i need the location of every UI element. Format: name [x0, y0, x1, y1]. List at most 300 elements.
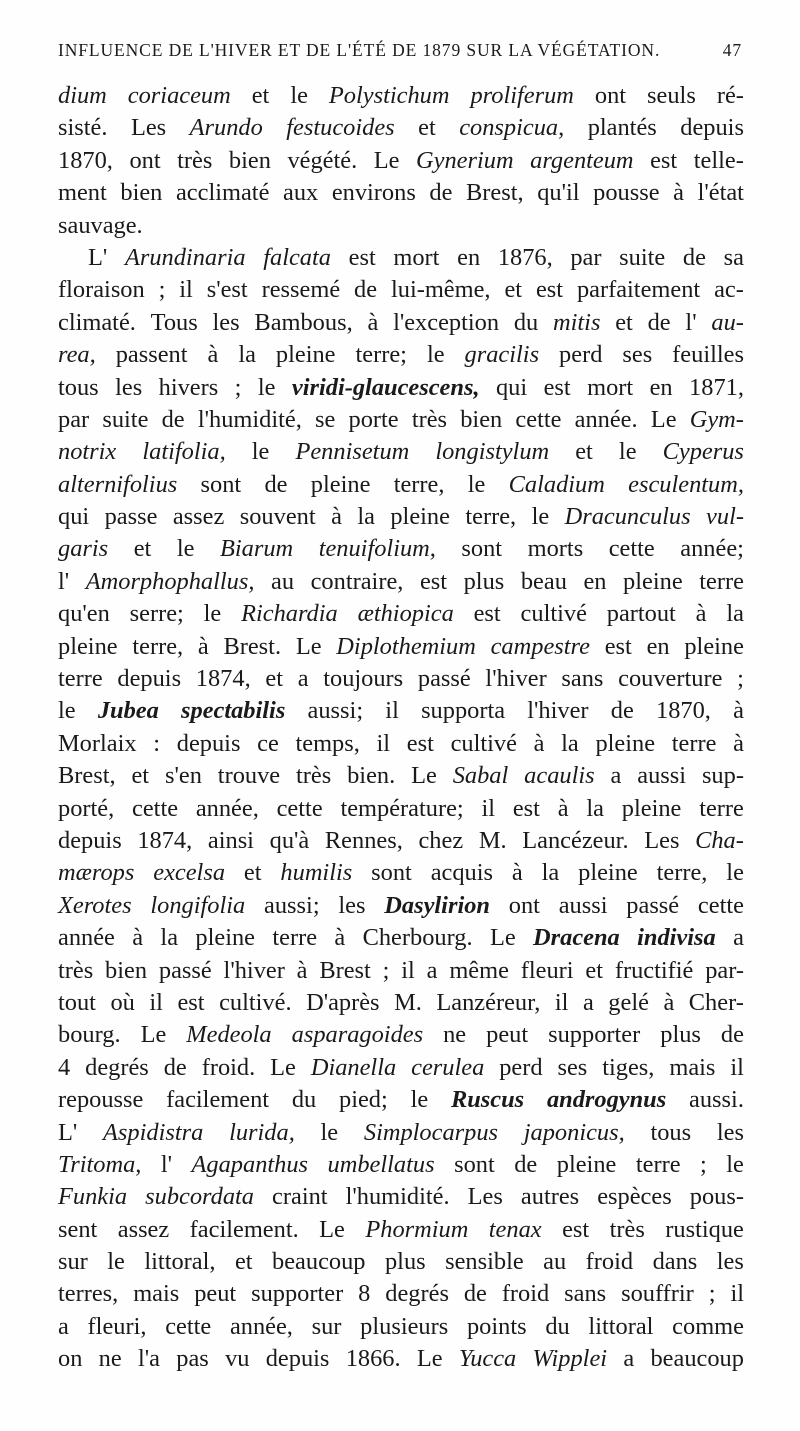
word: l': [685, 308, 697, 336]
italic-word: Polystichum: [328, 82, 450, 109]
word: a: [623, 1345, 635, 1373]
word: depuis: [265, 1345, 330, 1373]
word: est: [535, 276, 564, 304]
word: de: [682, 243, 706, 271]
word: aussi.: [689, 1086, 744, 1114]
text-line: [58, 274, 744, 306]
word: Le: [295, 632, 322, 660]
word: passé: [158, 956, 212, 984]
word: très: [58, 956, 94, 984]
word: ses: [557, 1053, 588, 1081]
word: le: [726, 1150, 744, 1178]
italic-word: coriaceum: [127, 82, 231, 109]
italic-word: Wipplei: [532, 1345, 608, 1373]
word: acclimaté: [175, 179, 270, 207]
word: seuls: [647, 82, 696, 109]
word: sont: [371, 859, 412, 887]
word: bien: [105, 956, 148, 984]
word: à: [733, 729, 744, 757]
word: tiges,: [602, 1053, 655, 1081]
italic-word: dium: [58, 82, 107, 109]
word: terre,: [656, 859, 708, 887]
word: mort: [587, 373, 634, 401]
word: par: [570, 243, 602, 271]
italic-word: garis: [58, 535, 109, 563]
word: on: [58, 1345, 83, 1373]
word: mort: [393, 243, 440, 271]
italic-word: Pennisetum: [295, 438, 410, 466]
word: ses: [622, 341, 653, 369]
word: sent: [58, 1215, 98, 1243]
word: depuis: [680, 114, 744, 142]
word: l'hiver: [223, 956, 285, 984]
word: cultivé.: [219, 988, 292, 1016]
word: Le: [319, 1215, 345, 1243]
word: temps,: [295, 729, 360, 757]
text-line: [58, 760, 744, 792]
word: même: [449, 956, 509, 984]
text-line: [58, 793, 744, 825]
word: il: [401, 956, 415, 984]
word: les: [338, 891, 366, 919]
word: ;: [234, 373, 242, 401]
word: qui: [495, 373, 528, 401]
word: à: [207, 341, 219, 369]
word: fleuri,: [87, 1312, 147, 1340]
word: supporter: [251, 1280, 344, 1308]
word: 4: [58, 1053, 71, 1081]
word: le: [176, 535, 195, 563]
word: pleine: [275, 341, 336, 369]
italic-word: Medeola: [186, 1021, 272, 1049]
word: lui-même,: [390, 276, 491, 304]
word: ;: [700, 1150, 707, 1178]
word: partout: [606, 600, 676, 628]
word: pous-: [689, 1183, 744, 1211]
word: à: [197, 632, 209, 660]
italic-word: Richardia: [241, 600, 338, 628]
word: telle-: [693, 146, 744, 174]
word: bien: [228, 146, 271, 174]
word: Lancézeur.: [522, 826, 629, 854]
italic-word: Caladium: [508, 470, 605, 498]
word: de: [514, 1150, 538, 1178]
word: facilement: [166, 1086, 270, 1114]
word: ainsi: [207, 826, 254, 854]
text-line: [58, 631, 744, 663]
word: l': [58, 567, 70, 595]
word: M.: [478, 826, 507, 854]
word: l'a: [137, 1345, 160, 1373]
word: du: [513, 308, 539, 336]
word: pas: [176, 1345, 209, 1373]
word: Brest: [319, 956, 371, 984]
word: assez: [172, 503, 225, 531]
word: terre: [699, 567, 744, 595]
word: la: [726, 600, 744, 628]
word: la: [586, 794, 604, 822]
running-title: INFLUENCE DE L'HIVER ET DE L'ÉTÉ DE 1879 SUR LA VÉGÉTATION.: [58, 40, 661, 60]
word: passe: [104, 503, 158, 531]
word: beau: [520, 567, 567, 595]
text-line: [58, 1019, 744, 1051]
word: il: [149, 988, 163, 1016]
italic-word: cerulea: [411, 1053, 485, 1081]
word: en: [457, 243, 481, 271]
word: degrés: [85, 1053, 149, 1081]
word: de: [354, 276, 378, 304]
text-line: [58, 825, 744, 857]
word: sont: [461, 535, 503, 563]
italic-word: Sabal: [452, 762, 509, 790]
italic-word: Biarum: [219, 535, 294, 563]
word: à: [557, 794, 569, 822]
italic-word: Dracena: [533, 924, 620, 952]
text-line: [58, 533, 744, 565]
word: repousse: [58, 1086, 144, 1114]
word: ne: [98, 1345, 122, 1373]
word: souffrir: [621, 1280, 694, 1308]
word: à: [132, 924, 144, 952]
italic-word: conspicua,: [459, 114, 565, 142]
italic-word: humilis: [280, 859, 353, 887]
word: à: [296, 956, 308, 984]
text-line: [58, 663, 744, 695]
word: pleine: [578, 859, 638, 887]
word: et: [575, 438, 593, 466]
text-line: [58, 80, 744, 112]
word: il: [179, 276, 193, 304]
text-line: [58, 307, 744, 339]
word: où: [110, 988, 135, 1016]
text-line: [58, 1181, 744, 1213]
word: supporter: [548, 1021, 641, 1049]
word: sur: [58, 1248, 88, 1276]
italic-word: Aspidistra: [103, 1118, 204, 1146]
italic-word: asparagoides: [291, 1021, 424, 1049]
word: aux: [283, 179, 319, 207]
word: de: [463, 1280, 487, 1308]
text-line: [58, 1343, 744, 1375]
word: à: [733, 697, 744, 725]
word: 1870,: [58, 146, 113, 174]
word: du: [291, 1086, 317, 1114]
word: il: [385, 697, 399, 725]
word: peut: [486, 1021, 529, 1049]
word: vu: [225, 1345, 250, 1373]
word: ont: [594, 82, 627, 109]
word: de: [163, 1053, 187, 1081]
word: à: [673, 179, 684, 207]
word: la: [238, 341, 256, 369]
word: plusieurs: [360, 1312, 449, 1340]
italic-word: au-: [711, 308, 744, 336]
word: le: [107, 1248, 125, 1276]
word: pousse: [593, 179, 660, 207]
running-head: [58, 40, 742, 68]
word: depuis: [58, 826, 122, 854]
word: trouve: [217, 762, 281, 790]
word: sensible: [445, 1248, 524, 1276]
word: au: [271, 567, 295, 595]
word: terre;: [355, 341, 407, 369]
text-line: [58, 1214, 744, 1246]
word: Les: [467, 1183, 503, 1211]
italic-word: tenuifolium,: [318, 535, 436, 563]
word: L': [88, 243, 108, 271]
italic-word: alternifolius: [58, 470, 178, 498]
text-line: [58, 1052, 744, 1084]
word: sisté.: [58, 114, 108, 142]
word: craint: [272, 1183, 328, 1211]
word: serre;: [129, 600, 184, 628]
word: terre,: [132, 632, 184, 660]
word: terre: [671, 729, 717, 757]
italic-word: Dracunculus: [564, 503, 691, 531]
italic-word: gracilis: [464, 341, 540, 369]
word: est: [406, 729, 434, 757]
word: en: [649, 373, 673, 401]
word: Le: [140, 1021, 167, 1049]
word: à: [533, 729, 545, 757]
word: l'exception: [393, 308, 500, 336]
italic-word: Xerotes: [58, 891, 132, 919]
word: et: [131, 762, 150, 790]
word: froid: [585, 1248, 634, 1276]
italic-word: Gynerium: [416, 146, 514, 174]
text-line: [58, 987, 744, 1019]
word: s'est: [206, 276, 248, 304]
word: 1870,: [656, 697, 711, 725]
word: l'état: [697, 179, 744, 207]
word: les: [716, 1118, 744, 1146]
word: année;: [680, 535, 744, 563]
word: et: [418, 114, 436, 142]
word: année,: [229, 1312, 293, 1340]
word: par: [58, 405, 90, 433]
word: chez: [418, 826, 464, 854]
word: s'en: [164, 762, 202, 790]
word: et: [234, 1248, 253, 1276]
word: comme: [672, 1312, 744, 1340]
italic-word: excelsa: [153, 859, 226, 887]
word: tout: [58, 988, 96, 1016]
italic-word: longistylum: [435, 438, 550, 466]
word: l'humidité.: [345, 1183, 450, 1211]
word: et: [615, 308, 633, 336]
word: très: [411, 405, 448, 433]
word: aussi: [637, 762, 687, 790]
word: pleine: [623, 567, 683, 595]
word: peut: [194, 1280, 237, 1308]
word: plantés: [587, 114, 657, 142]
text-line: [58, 372, 744, 404]
word: couverture: [618, 665, 723, 693]
text-line: [58, 404, 744, 436]
word: sans: [564, 1280, 607, 1308]
word: Bambous,: [254, 308, 353, 336]
word: l': [160, 1150, 173, 1178]
italic-word: campestre: [490, 632, 590, 660]
word: température;: [340, 794, 464, 822]
word: a: [733, 924, 744, 952]
word: le: [290, 82, 308, 109]
word: le: [426, 341, 445, 369]
italic-word: Cyperus: [662, 438, 744, 466]
word: pleine: [390, 503, 450, 531]
word: porte: [348, 405, 399, 433]
word: bien: [120, 179, 163, 207]
word: terre,: [393, 470, 445, 498]
word: le: [410, 1086, 429, 1114]
italic-word: argenteum: [530, 146, 634, 174]
word: Le: [489, 924, 516, 952]
word: qu'il: [537, 179, 580, 207]
italic-word: Agapanthus: [191, 1150, 309, 1178]
word: ne: [443, 1021, 467, 1049]
word: Les: [130, 114, 167, 142]
text-line: [58, 1117, 744, 1149]
word: perd: [559, 341, 603, 369]
word: en: [583, 567, 607, 595]
word: tous: [58, 373, 99, 401]
word: littoral,: [144, 1248, 216, 1276]
word: Brest,: [58, 762, 116, 790]
word: Lanzéreur,: [436, 988, 541, 1016]
italic-word: mitis: [553, 308, 601, 336]
word: la: [541, 859, 560, 887]
word: ont: [129, 146, 161, 174]
italic-word: vul-: [706, 503, 744, 531]
word: cette: [608, 535, 655, 563]
word: beaucoup: [272, 1248, 366, 1276]
italic-word: Phormium: [365, 1215, 469, 1243]
word: pleine: [556, 1150, 617, 1178]
italic-word: æthiopica: [357, 600, 454, 628]
italic-word: Diplothemium: [336, 632, 476, 660]
word: fleuri: [520, 956, 574, 984]
italic-word: notrix: [58, 438, 117, 466]
word: bourg.: [58, 1021, 121, 1049]
word: hivers: [158, 373, 219, 401]
italic-word: longifolia: [150, 891, 246, 919]
text-line: [58, 955, 744, 987]
word: 1874,: [137, 826, 193, 854]
word: points: [466, 1312, 527, 1340]
word: ont: [508, 891, 540, 919]
word: aussi: [558, 891, 608, 919]
word: froid: [501, 1280, 550, 1308]
word: assez: [117, 1215, 170, 1243]
word: et: [251, 82, 270, 109]
italic-word: spectabilis: [181, 697, 286, 725]
word: bien: [460, 405, 503, 433]
word: est: [473, 600, 501, 628]
italic-word: festucoides: [286, 114, 395, 142]
italic-word: viridi-glaucescens,: [291, 373, 480, 401]
word: degrés: [385, 1280, 449, 1308]
word: ressemé: [261, 276, 341, 304]
word: Les: [644, 826, 680, 854]
word: la: [561, 729, 579, 757]
word: terre: [699, 794, 744, 822]
word: le: [320, 1118, 339, 1146]
text-line: [58, 210, 744, 242]
text-line: [58, 339, 744, 371]
word: 1871,: [689, 373, 744, 401]
word: beaucoup: [650, 1345, 744, 1373]
italic-word: indivisa: [637, 924, 716, 952]
italic-word: subcordata: [145, 1183, 254, 1211]
word: au: [543, 1248, 567, 1276]
italic-word: Amorphophallus,: [85, 567, 255, 595]
text-line: [58, 890, 744, 922]
italic-word: mærops: [58, 859, 135, 887]
word: Morlaix: [58, 729, 137, 757]
text-line: [58, 922, 744, 954]
italic-word: Simplocarpus: [363, 1118, 499, 1146]
word: Le: [373, 146, 400, 174]
word: passent: [115, 341, 188, 369]
word: terre: [635, 1150, 681, 1178]
word: de: [429, 179, 453, 207]
word: à: [695, 600, 707, 628]
word: du: [545, 1312, 570, 1340]
word: pleine: [310, 470, 371, 498]
word: a: [58, 1312, 69, 1340]
word: ré-: [716, 82, 744, 109]
word: Brest.: [223, 632, 282, 660]
word: cette: [697, 891, 744, 919]
text-line: [58, 112, 744, 144]
word: cette: [276, 794, 323, 822]
word: suite: [102, 405, 149, 433]
word: a: [297, 665, 309, 693]
word: terre: [58, 665, 103, 693]
word: Le: [650, 405, 677, 433]
word: est: [177, 988, 205, 1016]
italic-word: androgynus: [546, 1086, 667, 1114]
word: Le: [270, 1053, 296, 1081]
word: passé: [417, 665, 471, 693]
text-line: [58, 145, 744, 177]
word: et: [243, 859, 262, 887]
word: les: [716, 1248, 744, 1276]
word: ac-: [714, 276, 744, 304]
word: 1866.: [345, 1345, 401, 1373]
word: année: [58, 924, 115, 952]
word: Le: [411, 762, 437, 790]
italic-word: tenax: [488, 1215, 542, 1243]
word: M.: [394, 988, 422, 1016]
text-line: [58, 1311, 744, 1343]
word: parfaitement: [576, 276, 701, 304]
word: acquis: [430, 859, 494, 887]
word: terre,: [465, 503, 517, 531]
word: la: [357, 503, 375, 531]
word: supporta: [421, 697, 506, 725]
word: ;: [382, 956, 390, 984]
word: rustique: [665, 1215, 744, 1243]
word: et: [585, 956, 604, 984]
word: sur: [311, 1312, 342, 1340]
word: sont: [200, 470, 242, 498]
word: l'hiver: [485, 665, 547, 693]
word: année.: [574, 405, 638, 433]
word: de: [647, 308, 671, 336]
word: terre: [272, 924, 318, 952]
word: de: [610, 697, 634, 725]
